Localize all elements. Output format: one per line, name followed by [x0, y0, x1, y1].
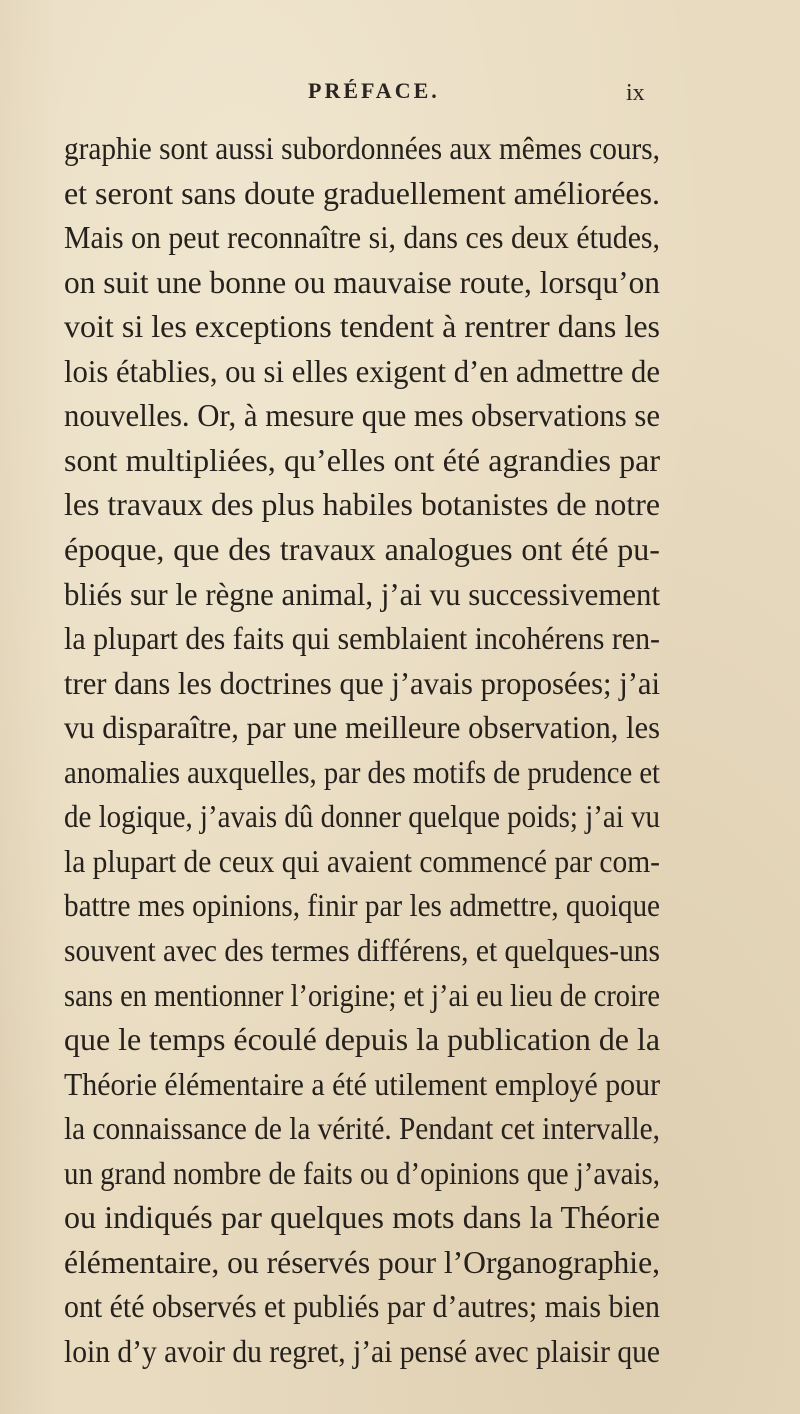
text-line: loin d’y avoir du regret, j’ai pensé avec plaisir que [64, 1333, 661, 1369]
text-line: la connaissance de la vérité. Pendant cet intervalle, [64, 1110, 660, 1146]
text-line: sans en mentionner l’origine; et j’ai eu lieu de croire [64, 977, 660, 1013]
text-line: la plupart des faits qui semblaient incohérens ren- [64, 620, 661, 656]
text-line: un grand nombre de faits ou d’opinions que j’avais, [64, 1155, 660, 1191]
text-line: voit si les exceptions tendent à rentrer dans les [64, 308, 661, 344]
text-line: élémentaire, ou réservés pour l’Organographie, [64, 1244, 661, 1280]
text-line: on suit une bonne ou mauvaise route, lorsqu’on [64, 264, 660, 300]
text-line: anomalies auxquelles, par des motifs de prudence et [64, 754, 660, 790]
running-title: PRÉFACE. [308, 78, 440, 103]
text-line: vu disparaître, par une meilleure observation, les [64, 709, 661, 745]
page-number: ix [626, 80, 645, 106]
text-line: époque, que des travaux analogues ont été pu- [64, 531, 660, 567]
text-line: Théorie élémentaire a été utilement employé pour [64, 1066, 661, 1102]
text-line: souvent avec des termes différens, et quelques-uns [64, 932, 661, 968]
text-line: les travaux des plus habiles botanistes de notre [64, 486, 660, 522]
text-line: ont été observés et publiés par d’autres; mais bien [64, 1288, 660, 1324]
text-line: nouvelles. Or, à mesure que mes observations se [64, 397, 661, 433]
text-line: Mais on peut reconnaître si, dans ces deux études, [64, 219, 660, 255]
text-line: la plupart de ceux qui avaient commencé par com- [64, 843, 660, 879]
text-line: sont multipliées, qu’elles ont été agrandies par [64, 442, 660, 478]
text-line: bliés sur le règne animal, j’ai vu successivement [64, 576, 661, 612]
text-line: ou indiqués par quelques mots dans la Théorie [64, 1199, 660, 1235]
text-line: de logique, j’avais dû donner quelque poids; j’ai vu [64, 798, 661, 834]
text-line: lois établies, ou si elles exigent d’en admettre de [64, 353, 660, 389]
text-line: trer dans les doctrines que j’avais proposées; j’ai [64, 665, 660, 701]
text-line: que le temps écoulé depuis la publication de la [64, 1021, 661, 1057]
text-line: battre mes opinions, finir par les admettre, quoique [64, 887, 661, 923]
text-line: et seront sans doute graduellement améliorées. [64, 175, 660, 211]
text-line: graphie sont aussi subordonnées aux mêmes cours, [64, 130, 660, 166]
